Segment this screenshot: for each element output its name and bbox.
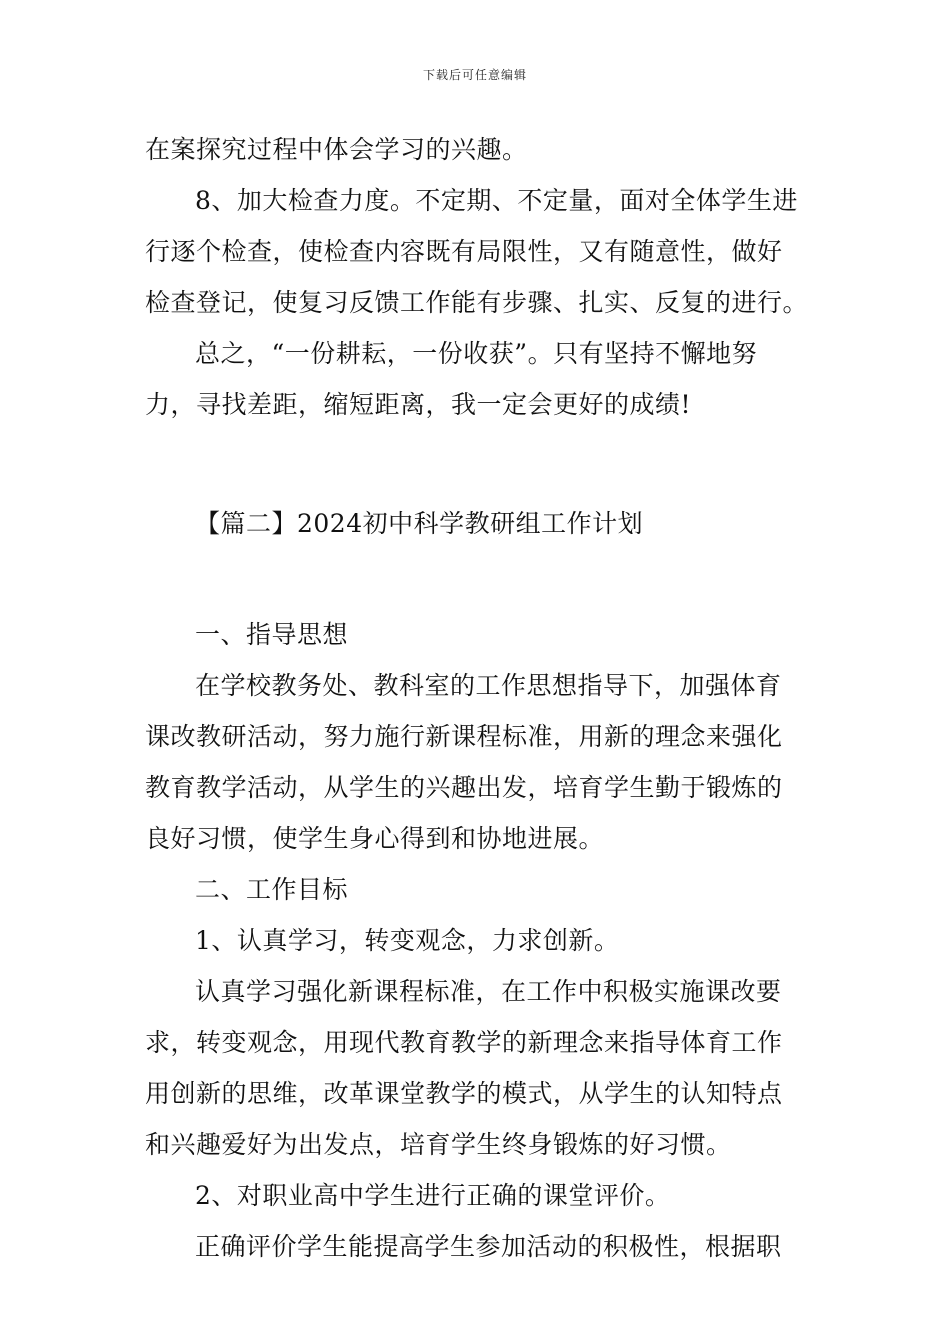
paragraph-line: 良好习惯，使学生身心得到和协地进展。 — [145, 824, 605, 853]
paragraph-line: 课改教研活动，努力施行新课程标准，用新的理念来强化 — [145, 722, 783, 751]
document-body — [145, 124, 810, 1272]
paragraph-line: 认真学习强化新课程标准，在工作中积极实施课改要 — [195, 977, 782, 1006]
paragraph-line: 教育教学活动，从学生的兴趣出发，培育学生勤于锻炼的 — [145, 773, 783, 802]
spacer — [145, 430, 810, 498]
section-heading: 二、工作目标 — [195, 875, 349, 904]
header-note: 下载后可任意编辑 — [422, 68, 527, 82]
spacer — [145, 549, 810, 609]
subsection-heading: 1、认真学习，转变观念，力求创新。 — [195, 926, 620, 955]
paragraph-line: 求，转变观念，用现代教育教学的新理念来指导体育工作 — [145, 1028, 783, 1057]
paragraph-line: 8、加大检查力度。不定期、不定量，面对全体学生进 — [195, 186, 798, 215]
paragraph-line: 和兴趣爱好为出发点，培育学生终身锻炼的好习惯。 — [145, 1130, 732, 1159]
paragraph-line: 总之，“一份耕耘，一份收获”。只有坚持不懈地努 — [195, 339, 758, 368]
subsection-heading: 2、对职业高中学生进行正确的课堂评价。 — [195, 1181, 671, 1210]
paragraph-line: 行逐个检查，使检查内容既有局限性，又有随意性，做好 — [145, 237, 783, 266]
paragraph-line: 在学校教务处、教科室的工作思想指导下，加强体育 — [195, 671, 782, 700]
paragraph-line: 用创新的思维，改革课堂教学的模式，从学生的认知特点 — [145, 1079, 783, 1108]
section-heading: 一、指导思想 — [195, 620, 349, 649]
paragraph-line: 检查登记，使复习反馈工作能有步骤、扎实、反复的进行。 — [145, 288, 809, 317]
paragraph-line: 在案探究过程中体会学习的兴趣。 — [145, 135, 528, 164]
paragraph-line: 力，寻找差距，缩短距离，我一定会更好的成绩! — [145, 390, 692, 419]
section-title: 【篇二】2024初中科学教研组工作计划 — [195, 509, 644, 538]
paragraph-line: 正确评价学生能提高学生参加活动的积极性，根据职 — [195, 1232, 782, 1261]
